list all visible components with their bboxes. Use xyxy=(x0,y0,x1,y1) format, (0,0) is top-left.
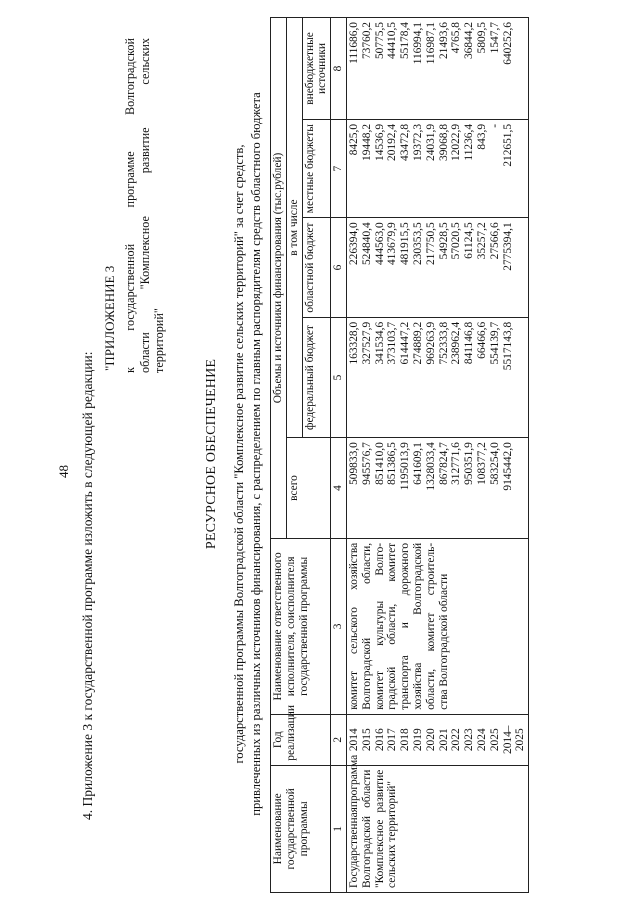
header-local: местные бюджеты xyxy=(302,119,331,217)
program-name-line-word: области xyxy=(360,769,373,808)
header-regional: областной бюджет xyxy=(302,218,331,318)
column-number: 7 xyxy=(331,119,347,217)
column-number: 4 xyxy=(331,438,347,539)
column-number: 3 xyxy=(331,538,347,714)
program-name-line-word: Государственная xyxy=(347,807,360,888)
column-number: 5 xyxy=(331,317,347,437)
document-subheading-line-2: привлеченных из различных источников финансирования, с распределением по главным распорядителям средств областного бюджета xyxy=(249,92,263,816)
executor-line-word: строитель- xyxy=(424,542,437,596)
header-executor: Наименование ответственного исполнителя, соисполнителя государственной программы xyxy=(271,538,331,714)
appendix-note-line-word: территорий" xyxy=(152,308,166,373)
executor-line-word: культуры xyxy=(373,600,386,646)
executor-line xyxy=(348,543,361,710)
page-number: 48 xyxy=(56,465,71,478)
program-name-line xyxy=(374,770,387,888)
extra-values-cell: 111686,0 73760,2 50775,5 44410,5 55178,4 116994,1 116987,1 21493,6 4765,8 36844,2 5809,5 1547,7 640252,6 xyxy=(346,18,528,120)
header-federal: федеральный бюджет xyxy=(302,317,331,437)
executor-line xyxy=(399,543,412,710)
total-values-cell: 509833,0 945576,7 851410,0 851386,5 1195013,9 641609,1 1328033,4 867824,7 312771,6 950351,9 108377,2 583254,0 9145442,0 xyxy=(346,438,528,539)
executor-line-word: Волго- xyxy=(373,542,386,576)
executor-line xyxy=(412,543,425,710)
executor-line-word: комитет xyxy=(347,671,360,710)
program-name-line xyxy=(386,770,399,888)
appendix-note-line-word: программе xyxy=(123,151,137,208)
header-year: Год реализации xyxy=(271,714,331,765)
regional-values-cell: 226394,0 524840,4 444563,0 413679,9 481915,5 230353,5 217750,5 54928,5 57020,5 61124,5 35257,2 27566,6 2775394,1 xyxy=(346,218,528,318)
appendix-note-line-word: развитие xyxy=(137,127,152,174)
resource-table xyxy=(270,17,529,893)
appendix-note-line-word: "Комплексное xyxy=(137,216,152,290)
years-cell: 2014 2015 2016 2017 2018 2019 2020 2021 2022 2023 2024 2025 2014–2025 xyxy=(346,714,528,765)
column-number: 8 xyxy=(331,18,347,120)
executor-line xyxy=(361,543,374,710)
column-number: 1 xyxy=(331,765,347,892)
program-name-line-word: развитие xyxy=(373,769,386,813)
executor-line xyxy=(374,543,387,710)
appendix-note-line-word: государственной xyxy=(123,243,137,331)
header-total: всего xyxy=(286,438,330,539)
intro-paragraph: 4. Приложение 3 к государственной программе изложить в следующей редакции: xyxy=(80,351,95,820)
local-values-cell: 8425,0 19448,2 14536,9 20192,4 43472,8 19372,3 24031,9 39068,8 12022,9 11236,4 843,9 - 212651,5 xyxy=(346,119,528,217)
program-name-line xyxy=(347,754,361,888)
executor-line-word: хозяйства xyxy=(347,542,360,590)
table-row xyxy=(346,18,528,893)
executor-line-word: дорожного xyxy=(399,542,412,596)
appendix-note-line-word: к xyxy=(123,367,137,373)
column-number: 2 xyxy=(331,714,347,765)
executor-line xyxy=(438,543,451,710)
program-name-line xyxy=(361,770,374,888)
appendix-note-line xyxy=(138,38,153,373)
executor-line-word: и xyxy=(399,622,412,629)
appendix-note-line-word: Волгоградской xyxy=(123,38,137,115)
program-name-line-word: Волгоградской xyxy=(360,816,373,888)
column-number: 6 xyxy=(331,218,347,318)
column-number-row xyxy=(331,18,347,893)
program-name-line-word: сельских территорий" xyxy=(386,781,399,888)
program-name-line-word: программа xyxy=(347,754,360,808)
document-heading: РЕСУРСНОЕ ОБЕСПЕЧЕНИЕ xyxy=(204,358,219,550)
program-name-cell xyxy=(346,754,528,892)
executor-line-word: градской xyxy=(386,666,399,710)
appendix-note-line xyxy=(152,38,167,373)
executor-line-word: транспорта xyxy=(399,655,412,710)
executor-line-word: хозяйства xyxy=(411,662,424,710)
executor-line xyxy=(386,543,399,710)
executor-line xyxy=(425,543,438,710)
appendix-title: "ПРИЛОЖЕНИЕ 3 xyxy=(102,265,117,371)
header-volumes: Объемы и источники финансирования (тыс.рублей) xyxy=(271,18,287,539)
appendix-note-line-word: сельских xyxy=(137,38,152,85)
appendix-note-line-word: области xyxy=(137,332,152,373)
executor-line-word: сельского xyxy=(347,607,360,654)
appendix-note-line xyxy=(123,38,138,373)
executor-line-word: Волгоградской xyxy=(411,542,424,615)
program-name-line-word: "Комплексное xyxy=(373,819,386,888)
executor-cell xyxy=(346,538,528,714)
executor-line-word: комитет xyxy=(424,612,437,652)
header-extra: внебюджетные источники xyxy=(302,18,331,120)
executor-line-word: Волгоградской xyxy=(360,637,373,710)
executor-line-word: области, xyxy=(424,668,437,710)
header-including: в том числе xyxy=(286,18,302,438)
executor-line-word: комитет xyxy=(373,671,386,710)
federal-values-cell: 163328,0 327527,9 341534,6 373103,7 614447,2 274889,2 969263,9 752333,8 238962,4 841146,8 66466,6 554139,7 5517143,8 xyxy=(346,317,528,437)
appendix-note xyxy=(123,38,167,373)
executor-line-word: ства Волгоградской области xyxy=(437,573,450,710)
header-program-name: Наименование государственной программы xyxy=(271,765,331,892)
executor-line-word: области, xyxy=(386,603,399,645)
executor-line-word: комитет xyxy=(386,542,399,582)
document-subheading-line-1: государственной программы Волгоградской области "Комплексное развитие сельских территорий" за счет средств, xyxy=(232,144,246,764)
executor-line-word: области, xyxy=(360,542,373,584)
